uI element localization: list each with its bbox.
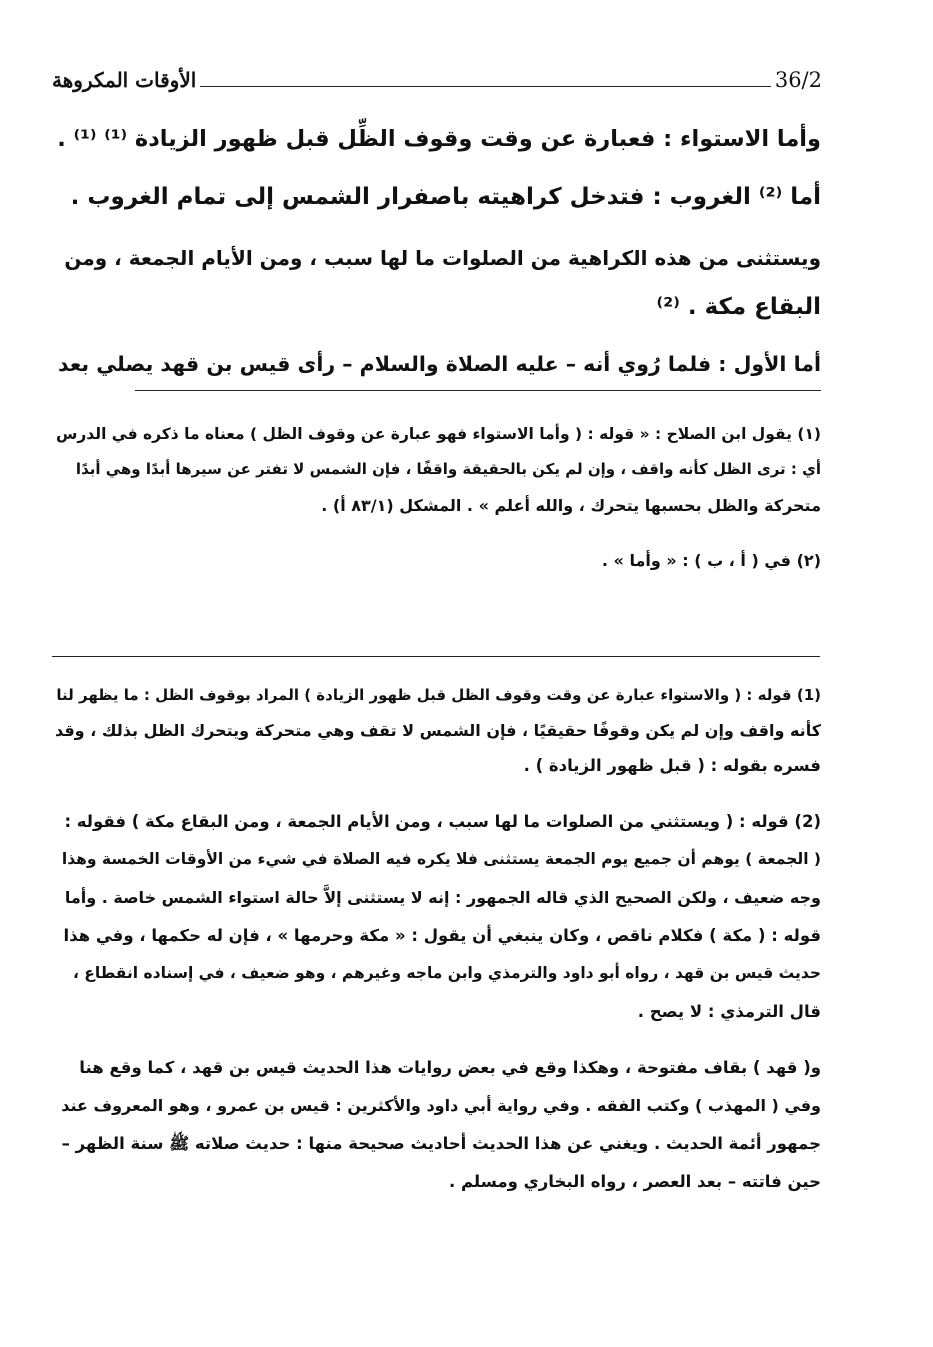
footnote-line: (٢) في ( أ ، ب ) : « وأما » . [601, 551, 821, 570]
footnote-separator [52, 656, 820, 657]
body-line: ويستثنى من هذه الكراهية من الصلوات ما لها سبب ، ومن الأيام الجمعة ، ومن [64, 246, 821, 270]
body-line: أما الأول : فلما رُوي أنه – عليه الصلاة والسلام – رأى قيس بن قهد يصلي بعد [58, 352, 821, 376]
commentary-line: وجه ضعيف ، ولكن الصحيح الذي قاله الجمهور : إنه لا يستثنى إلاَّ حالة استواء الشمس خاصة . وأما [64, 888, 821, 907]
footnote-line: (١) يقول ابن الصلاح : « قوله : ( وأما الاستواء فهو عبارة عن وقوف الظل ) معناه ما ذكره في الدرس [55, 425, 821, 443]
commentary-line: حديث قيس بن قهد ، رواه أبو داود والترمذي وابن ماجه وغيرهم ، وهو ضعيف ، في إسناده انقطاع ، [73, 964, 821, 982]
commentary-line: جمهور أئمة الحديث . ويغني عن هذا الحديث أحاديث صحيحة منها : حديث صلاته ﷺ سنة الظهر – [61, 1134, 821, 1153]
page-number: 36/2 [774, 68, 822, 92]
commentary-line: ( الجمعة ) يوهم أن جميع يوم الجمعة يستثنى فلا يكره فيه الصلاة في شيء من الأوقات الخمسة وهذا [61, 850, 821, 868]
body-line: أما ⁽²⁾ الغروب : فتدخل كراهيته باصفرار الشمس إلى تمام الغروب . [70, 184, 821, 210]
commentary-line: قوله : ( مكة ) فكلام ناقص ، وكان ينبغي أن يقول : « مكة وحرمها » ، فإن له حكمها ، وفي هذا [63, 926, 821, 945]
running-header [52, 62, 822, 92]
footnote-line: متحركة والظل بحسبها يتحرك ، والله أعلم » . المشكل (٨٣/١ أ) . [321, 496, 821, 515]
body-line: وأما الاستواء : فعبارة عن وقت وقوف الظِّل قبل ظهور الزيادة ⁽¹⁾ ⁽¹⁾ . [57, 126, 821, 152]
underline-rule [135, 390, 821, 391]
commentary-line: كأنه واقف وإن لم يكن وقوفًا حقيقيًا ، فإن الشمس لا تقف وهي متحركة ويتحرك الظل بذلك ، وقد [54, 721, 821, 740]
body-line: البقاع مكة . ⁽²⁾ [656, 294, 821, 320]
header-rule [200, 86, 771, 87]
commentary-line: فسره بقوله : ( قبل ظهور الزيادة ) . [523, 756, 821, 775]
commentary-line: (1) قوله : ( والاستواء عبارة عن وقت وقوف الظل قبل ظهور الزيادة ) المراد بوقوف الظل : ما يظهر لنا [56, 686, 821, 704]
commentary-line: (2) قوله : ( ويستثني من الصلوات ما لها سبب ، ومن الأيام الجمعة ، ومن البقاع مكة ) فقوله : [64, 812, 821, 831]
commentary-line: و( قهد ) بقاف مفتوحة ، وهكذا وقع في بعض روايات هذا الحديث قيس بن قهد ، كما وقع هنا [79, 1058, 821, 1077]
footnote-line: أي : ترى الظل كأنه واقف ، وإن لم يكن بالحقيقة واقفًا ، فإن الشمس لا تفتر عن سيرها أبدًا وهي أبدًا [75, 460, 821, 478]
running-title: الأوقات المكروهة [52, 68, 197, 92]
commentary-line: قال الترمذي : لا يصح . [637, 1002, 821, 1021]
commentary-line: وفي ( المهذب ) وكتب الفقه . وفي رواية أبي داود والأكثرين : قيس بن عمرو ، وهو المعروف عند [61, 1096, 821, 1115]
commentary-line: حين فاتته – بعد العصر ، رواه البخاري ومسلم . [448, 1172, 821, 1191]
